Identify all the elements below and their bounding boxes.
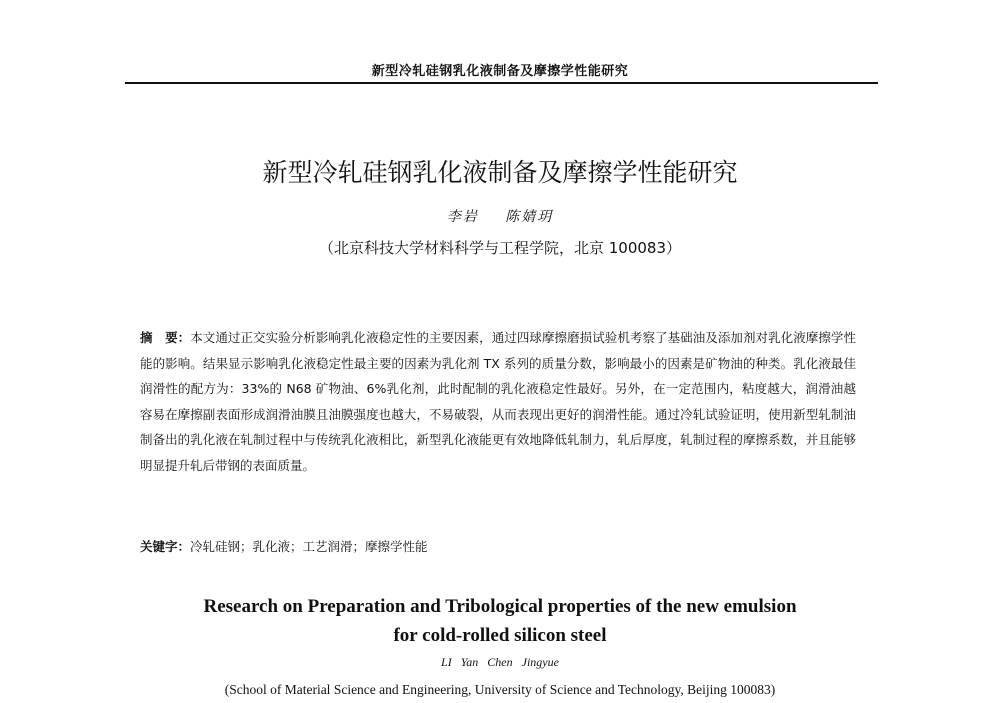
abstract (140, 325, 856, 478)
affiliation-english: (School of Material Science and Engineering, University of Science and Technology, Beijing 100083) (224, 682, 776, 697)
authors-english: LI Yan Chen Jingyue (441, 655, 559, 669)
title-english-line2: for cold-rolled silicon steel (393, 625, 607, 646)
authors-chinese: 李岩 陈婧玥 (446, 209, 554, 225)
keywords-text: 冷轧硅钢；乳化液；工艺润滑；摩擦学性能 (190, 539, 428, 554)
abstract-label: 摘 要： (140, 330, 191, 345)
title-english-line1: Research on Preparation and Tribological properties of the new emulsion (203, 596, 797, 617)
title-chinese: 新型冷轧硅钢乳化液制备及摩擦学性能研究 (262, 158, 738, 187)
keywords (140, 537, 856, 555)
title-english (0, 592, 1000, 650)
abstract-text: 本文通过正交实验分析影响乳化液稳定性的主要因素，通过四球摩擦磨损试验机考察了基础油及添加剂对乳化液摩擦学性能的影响。结果显示影响乳化液稳定性最主要的因素为乳化剂 TX 系列的质量分数，影响最小的因素是矿物油的种类。乳化液最佳润滑性的配方为：33%的 N68 矿物油、6%乳化剂，此时配制的乳化液稳定性最好。另外，在一定范围内，粘度越大，润滑油越容易在摩擦副表面形成润滑油膜且油膜强度也越大，不易破裂，从而表现出更好的润滑性能。通过冷轧试验证明，使用新型轧制油制备出的乳化液在轧制过程中与传统乳化液相比，新型乳化液能更有效地降低轧制力，轧后厚度，轧制过程的摩擦系数，并且能够明显提升轧后带钢的表面质量。 (140, 330, 856, 473)
keywords-label: 关键字： (140, 539, 191, 554)
running-header: 新型冷轧硅钢乳化液制备及摩擦学性能研究 (371, 64, 629, 79)
header-rule (125, 82, 878, 84)
affiliation-chinese: （北京科技大学材料科学与工程学院，北京 100083） (318, 239, 682, 257)
